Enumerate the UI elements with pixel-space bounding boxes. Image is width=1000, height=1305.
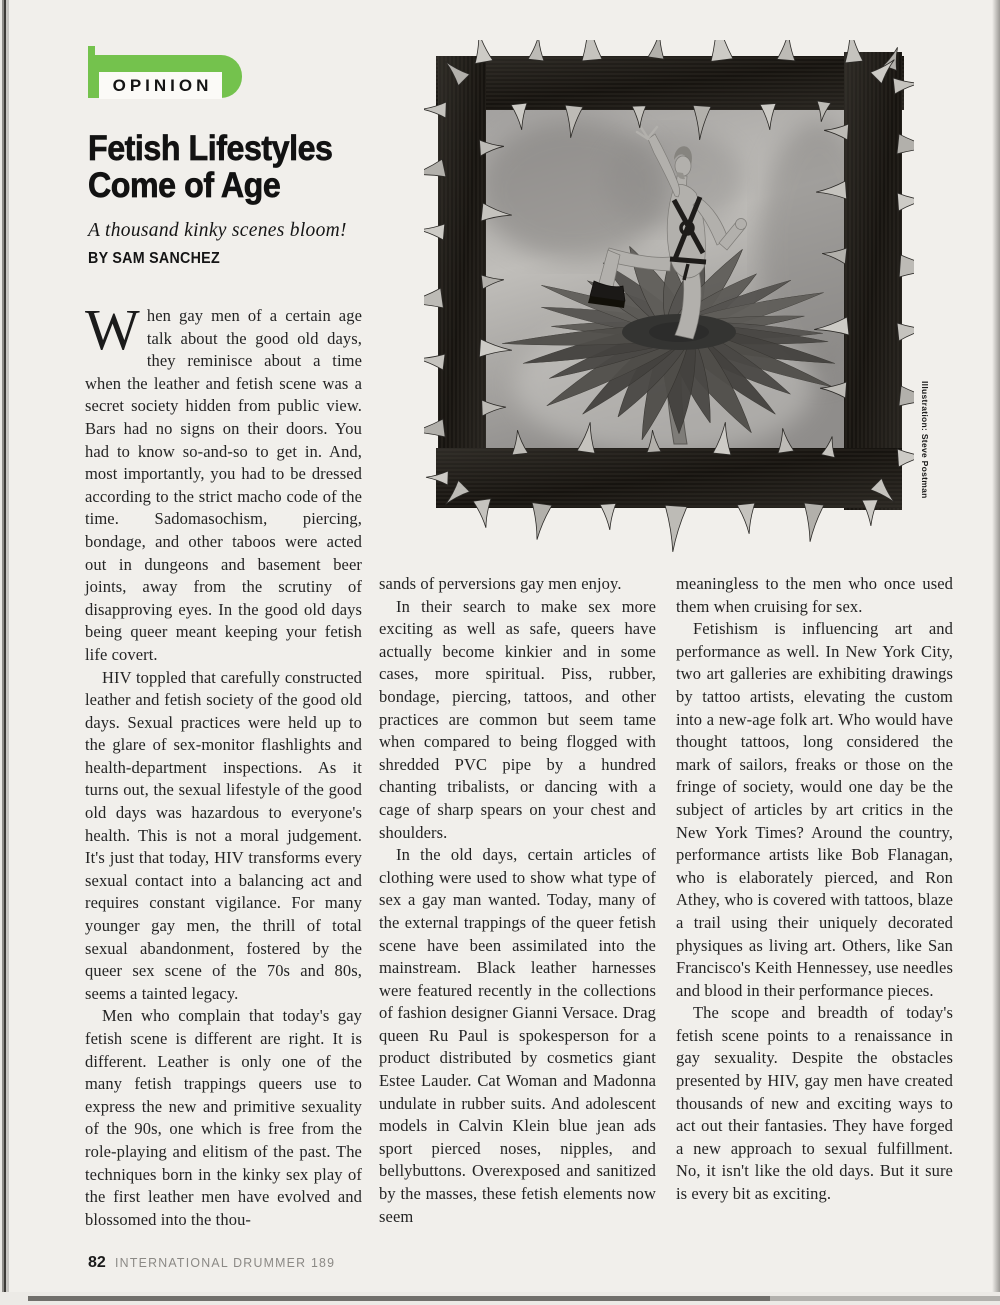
illustration-image: [424, 40, 914, 572]
paragraph: HIV toppled that carefully constructed leather and fetish society of the good old days. Sexual practices were held up to the glare of sex-monitor flashlights and health-department inspections. As it turns out, the sexual lifestyle of the good old days was hazardous to everyone's health. This is not a moral judgement. It's just that today, HIV transforms every sexual contact into a balancing act and requires constant vigilance. For many younger gay men, the thrill of total sexual abandonment, fostered by the queer sex scene of the 70s and 80s, seems a tainted legacy.: [85, 667, 362, 1003]
drop-cap: W: [85, 297, 140, 362]
title-line-1: Fetish Lifestyles: [88, 129, 333, 168]
article-column-3: [676, 573, 953, 1206]
paragraph-text: hen gay men of a certain age talk about the good old days, they reminisce about a time when the leather and fetish scene was a secret society hidden from public view. Bars had no signs on their doors. You had to know so-and-so to get in. And, most importantly, you had to be dressed according to the strict macho code of the time. Sadomasochism, piercing, bondage, and other taboos were acted out in dungeons and basement beer joints, away from the scrutiny of disapproving eyes. In the good old days being queer meant keeping your fetish life covert.: [85, 306, 362, 664]
photo-area: [479, 110, 879, 455]
page-scan-edge-right: [992, 0, 1000, 1305]
title-line-2: Come of Age: [88, 166, 281, 205]
paragraph: Fetishism is influencing art and performance as well. In New York City, two art galleries are exhibiting drawings by tattoo artists, elevating the custom into a new-age folk art. Who would have thought tattoos, long considered the mark of sailors, freaks or those on the fringe of society, would one day be the subject of articles by art critics in the New York Times? Around the country, performance artists like Bob Flanagan, who is elaborately pierced, and Ron Athey, who is covered with tattoos, blaze a trail using their uniquely decorated physiques as living art. Others, like San Francisco's Keith Hennessey, use needles and blood in their performance pieces.: [676, 619, 953, 1000]
article-subtitle: A thousand kinky scenes bloom!: [88, 220, 347, 241]
article-column-2: [379, 573, 656, 1228]
paragraph: meaningless to the men who once used them when cruising for sex.: [676, 574, 953, 616]
article-byline: BY SAM SANCHEZ: [88, 250, 220, 267]
article-title: [88, 130, 333, 204]
paragraph: sands of perversions gay men enjoy.: [379, 574, 622, 593]
badge-label-box: [99, 72, 222, 99]
page-scan-edge-left: [0, 0, 9, 1305]
scan-shadow-dark: [28, 1296, 770, 1301]
paragraph: Men who complain that today's gay fetish scene is different are right. It is different. Leather is only one of the many fetish trappings queers use to express the new and primitive sexuality of the 90s, one which is free from the role-playing and elitism of the past. The techniques born in the kinky sex play of the first leather men have evolved and blossomed into the thou-: [85, 1006, 362, 1229]
opinion-section-badge: [88, 46, 248, 108]
fist: [736, 219, 747, 230]
paragraph: In the old days, certain articles of clothing were used to show what type of sex a gay man wanted. Today, many of the external trappings of the queer fetish scene have been assimilated into the mainstream. Black leather harnesses were featured recently in the collections of fashion designer Gianni Versace. Drag queen Ru Paul is spokesperson for a product distributed by cosmetics giant Estee Lauder. Cat Woman and Madonna undulate in rubber suits. And adolescent models in Calvin Klein blue jean ads sport pierced noses, nipples, and bellybuttons. Overexposed and sanitized by the masses, these fetish elements now seem: [379, 845, 656, 1226]
paragraph: In their search to make sex more exciting as well as safe, queers have actually become kinkier and in some cases, more spiritual. Piss, rubber, bondage, piercing, tattoos, and other practices are common but seem tame when compared to being flogged with shredded PVC pipe by a hundred chanting tribalists, or dancing with a cage of sharp spears on your chest and shoulders.: [379, 596, 656, 842]
illustration-credit: Illustration: Steve Postman: [920, 381, 930, 499]
page-number: 82: [88, 1254, 106, 1271]
paragraph: The scope and breadth of today's fetish scene points to a renaissance in gay sexuality. Despite the obstacles presented by HIV, gay men have created thousands of new and exciting ways to act out their fantasies. They have forged a new approach to sexual fulfillment. No, it isn't like the old days. But it sure is every bit as exciting.: [676, 1003, 953, 1204]
page-scan-edge-bottom: [0, 1292, 1000, 1305]
page-footer: [88, 1254, 347, 1272]
scan-shadow-light: [770, 1296, 1000, 1301]
paragraph: [85, 297, 362, 667]
section-label: OPINION: [112, 75, 213, 95]
badge-pill: [88, 55, 242, 98]
article-column-1: [85, 297, 362, 1231]
publication-name: INTERNATIONAL DRUMMER 189: [114, 1255, 336, 1270]
